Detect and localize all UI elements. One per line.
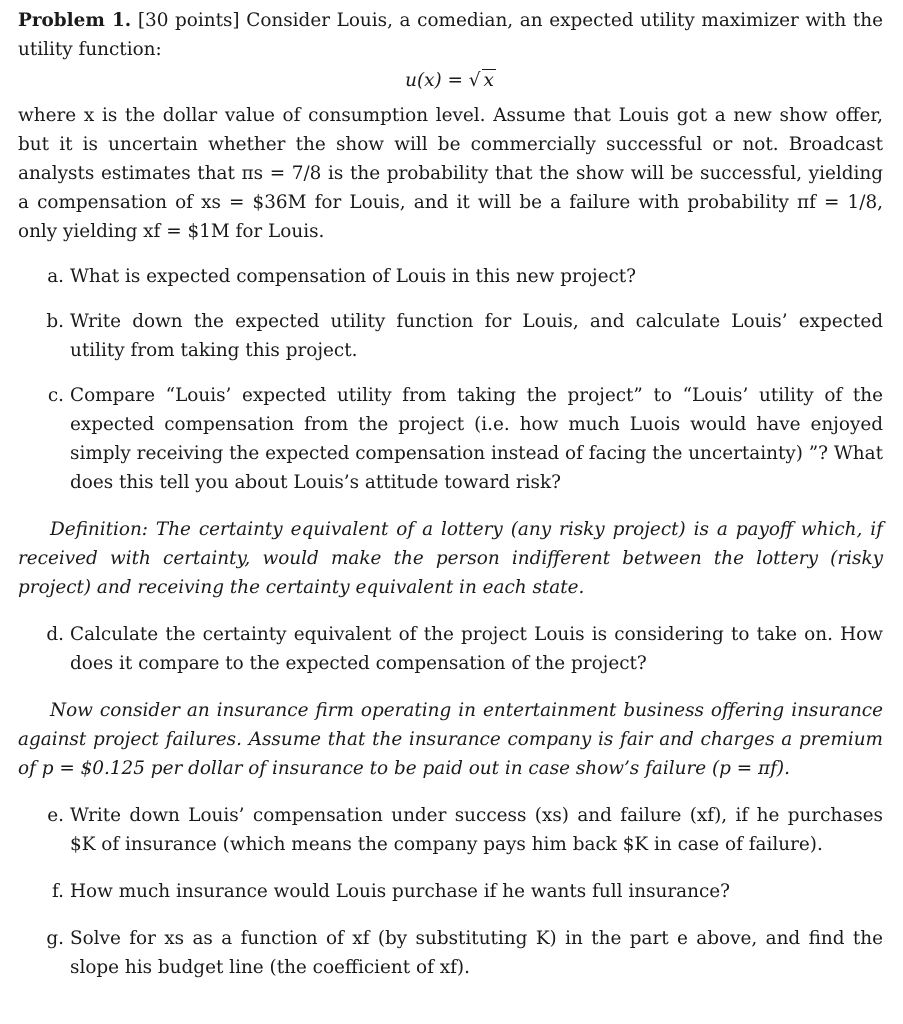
question-marker: e. xyxy=(47,805,64,826)
question-list-3 xyxy=(18,801,883,982)
question-item-e xyxy=(18,801,883,859)
problem-heading xyxy=(18,6,883,64)
question-text: What is expected compensation of Louis in this new project? xyxy=(70,266,637,287)
insurance-paragraph: Now consider an insurance firm operating in entertainment business offering insurance against project failures. Assume that the insurance company is fair and charges a premium of p = $0.125 per dollar of insurance to be paid out in case show’s failure (p = πf). xyxy=(18,700,883,779)
sqrt-symbol: √ xyxy=(468,70,481,91)
question-text: How much insurance would Louis purchase if he wants full insurance? xyxy=(70,881,730,902)
question-marker: b. xyxy=(46,311,64,332)
setup-paragraph: where x is the dollar value of consumption level. Assume that Louis got a new show offer, but it is uncertain whether the show will be commercially successful or not. Broadcast analysts estimates that πs = 7/8 is the probability that the show will be successful, yielding a compensation of xs = $36M for Louis, and it will be a failure with probability πf = 1/8, only yielding xf = $1M for Louis. xyxy=(18,105,883,242)
question-item-a xyxy=(18,262,883,291)
question-marker: f. xyxy=(52,881,64,902)
question-item-g xyxy=(18,924,883,982)
utility-formula xyxy=(18,66,883,95)
question-marker: d. xyxy=(46,624,64,645)
question-item-b xyxy=(18,307,883,365)
question-text: Calculate the certainty equivalent of the project Louis is considering to take on. How does it compare to the expected compensation of the project? xyxy=(70,624,883,674)
question-list-1 xyxy=(18,262,883,497)
problem-points: [30 points] xyxy=(137,10,240,31)
definition-paragraph: Definition: The certainty equivalent of a lottery (any risky project) is a payoff which, if received with certainty, would make the person indifferent between the lottery (risky project) and receiving the certainty equivalent in each state. xyxy=(18,519,883,598)
question-item-d xyxy=(18,620,883,678)
formula-sqrt-arg: x xyxy=(483,70,494,91)
problem-intro: Consider Louis, a comedian, an expected utility maximizer with the utility function: xyxy=(18,10,883,60)
problem-title: Problem 1. xyxy=(18,10,132,31)
question-text: Solve for xs as a function of xf (by substituting K) in the part e above, and find the slope his budget line (the coefficient of xf). xyxy=(70,928,883,978)
question-item-c xyxy=(18,381,883,497)
question-marker: a. xyxy=(47,266,64,287)
question-marker: c. xyxy=(47,385,64,406)
formula-lhs: u(x) = xyxy=(405,70,469,91)
question-text: Write down Louis’ compensation under success (xs) and failure (xf), if he purchases $K of insurance (which means the company pays him back $K in case of failure). xyxy=(70,805,883,855)
question-marker: g. xyxy=(46,928,64,949)
question-text: Compare “Louis’ expected utility from taking the project” to “Louis’ utility of the expected compensation from the project (i.e. how much Luois would have enjoyed simply receiving the expected compensation instead of facing the uncertainty) ”? What does this tell you about Louis’s attitude toward risk? xyxy=(70,385,883,493)
question-text: Write down the expected utility function for Louis, and calculate Louis’ expected utility from taking this project. xyxy=(70,311,883,361)
question-list-2 xyxy=(18,620,883,678)
question-item-f xyxy=(18,877,883,906)
